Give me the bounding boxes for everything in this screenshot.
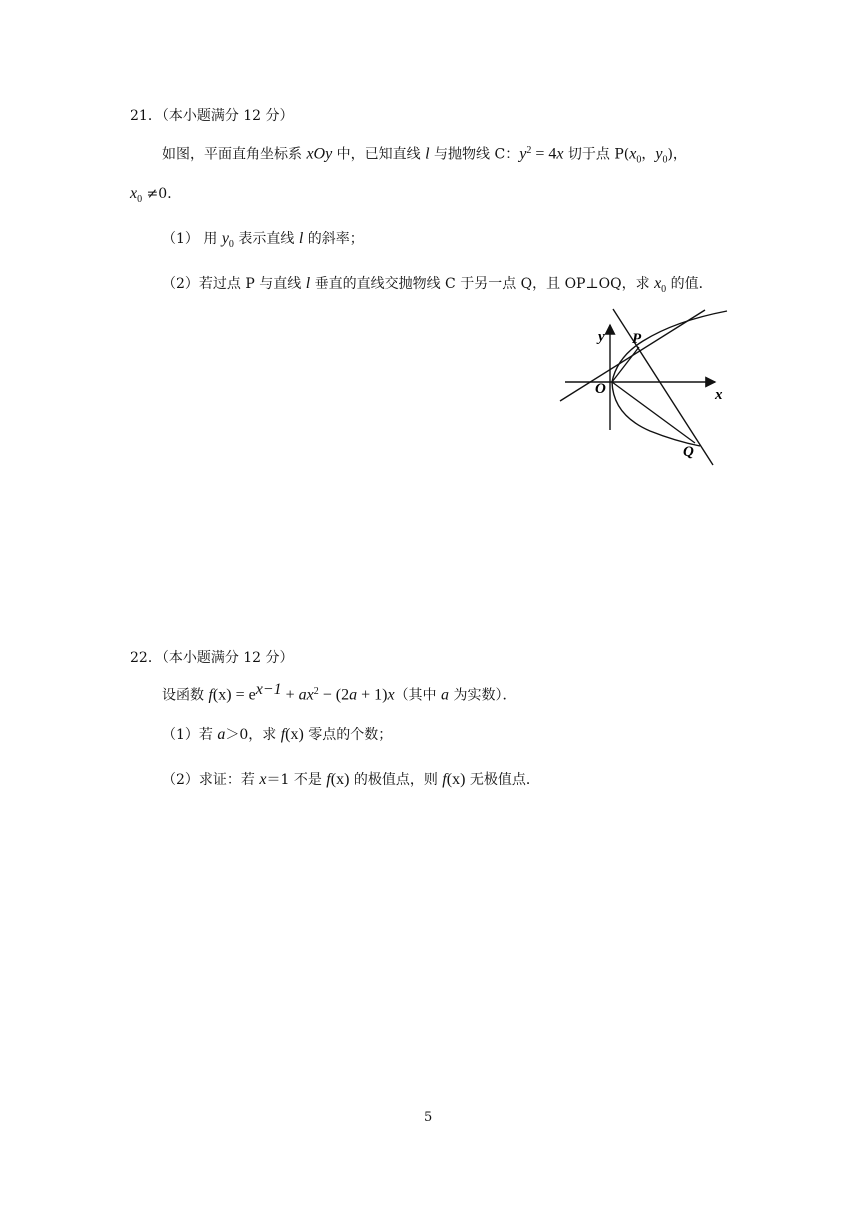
q21-eq-sup: 2: [526, 145, 532, 156]
q22-tail: + 1): [357, 686, 388, 704]
q21-part2-sub: 0: [661, 283, 667, 295]
q21-intro-text2: 中，已知直线: [332, 146, 426, 163]
q21-part1-text: （1） 用: [162, 231, 222, 247]
q22-part2-text4: 无极值点．: [465, 772, 540, 788]
q21-intro-text4: 切于点 P(: [563, 146, 630, 163]
q22-eq: = e: [231, 686, 256, 704]
q22-part1-fx: (x): [285, 726, 304, 743]
q22-intro-text: 设函数: [162, 687, 209, 704]
q21-condition: [130, 184, 181, 210]
page-number: 5: [424, 1110, 433, 1125]
q21-py-sub: 0: [662, 154, 668, 166]
normal-line: [613, 309, 713, 465]
q21-intro-text5: )，: [667, 146, 687, 163]
q22-header: 22．（本小题满分 12 分）: [130, 650, 294, 666]
q21-eq-y: y: [519, 145, 527, 163]
q22-f: f: [208, 686, 213, 704]
q21-intro-text3: 与抛物线 C：: [429, 146, 520, 163]
q22-exp: x−1: [255, 681, 282, 698]
label-x: x: [715, 387, 723, 403]
q21-part2: [162, 274, 713, 300]
q21-line-l: l: [425, 145, 430, 163]
q22-part2-fx: (x): [330, 771, 350, 788]
q21-x0-rest: ≠0．: [142, 186, 182, 202]
q22-part2-f2: f: [442, 771, 447, 788]
q21-x0: x: [130, 185, 138, 202]
q22-a: a: [298, 686, 307, 704]
q22-fx: (x): [212, 686, 232, 704]
q21-part2-text2: 垂直的直线交抛物线 C 于另一点 Q，且 OP⊥OQ，求: [310, 276, 655, 292]
q21-py: y: [655, 145, 663, 163]
q22-part2-text3: 的极值点，则: [349, 772, 443, 788]
q21-px: x: [629, 145, 637, 163]
q21-part2-text3: 的值．: [666, 276, 713, 292]
q22-intro: [162, 680, 516, 706]
label-q: Q: [683, 444, 694, 460]
q22-part2-fx2: (x): [446, 771, 466, 788]
q22-note-var: a: [441, 686, 450, 704]
q22-x: x: [306, 686, 314, 704]
q22-part1-text2: ＞0，求: [225, 727, 281, 743]
q21-part1: [162, 229, 364, 255]
q22-part2-var: x: [259, 771, 267, 788]
q21-part1-l: l: [298, 230, 304, 247]
label-p: P: [632, 331, 642, 347]
q21-intro-text: 如图，平面直角坐标系: [162, 146, 307, 163]
q22-part1-text: （1）若: [162, 727, 218, 743]
q22-a2: a: [349, 686, 358, 704]
q21-xoy: xOy: [306, 145, 333, 163]
label-o: O: [595, 381, 606, 397]
q21-header: 21．（本小题满分 12 分）: [130, 108, 294, 124]
q22-x2: x: [387, 686, 395, 704]
q21-part2-l: l: [305, 275, 311, 292]
q22-part1: [162, 725, 392, 745]
q22-part2: [162, 770, 540, 790]
q21-part1-sub: 0: [228, 238, 234, 250]
q22-minus: − (2: [318, 686, 350, 704]
q21-intro: [162, 141, 687, 170]
q21-part1-text3: 的斜率；: [303, 231, 364, 247]
q22-plus: +: [281, 686, 299, 704]
q22-part2-text2: ＝1 不是: [266, 772, 327, 788]
segment-op: [612, 347, 639, 382]
q22-part2-text: （2）求证：若: [162, 772, 260, 788]
q22-sq: 2: [313, 686, 319, 697]
label-y: y: [598, 329, 605, 345]
segment-oq: [612, 382, 695, 443]
q22-part1-f: f: [280, 726, 286, 743]
parabola-curve: [612, 311, 727, 446]
q21-eq-x: x: [556, 145, 564, 163]
q21-x0-sub: 0: [137, 193, 143, 205]
q21-part2-text: （2）若过点 P 与直线: [162, 276, 306, 292]
q22-part2-f: f: [326, 771, 331, 788]
q22-note: （其中: [394, 687, 442, 704]
q22-part1-var: a: [217, 726, 226, 743]
q21-comma: ，: [641, 146, 656, 163]
q21-part1-text2: 表示直线: [233, 231, 299, 247]
parabola-figure: [555, 305, 735, 467]
q21-px-sub: 0: [636, 154, 642, 166]
q21-part1-y: y: [221, 230, 229, 247]
q21-part2-x: x: [654, 275, 662, 292]
q21-eq-rhs: = 4: [531, 145, 557, 163]
q22-part1-text3: 零点的个数；: [303, 727, 393, 743]
q22-note2: 为实数）．: [449, 687, 517, 704]
